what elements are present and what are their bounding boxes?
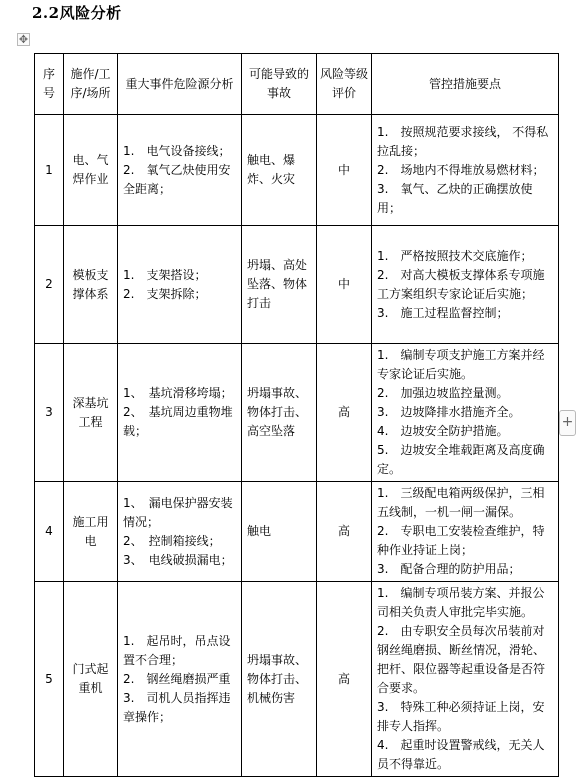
risk-analysis-table [34, 53, 559, 777]
header-no: 序号 [35, 54, 64, 115]
measure-item: 4. 起重时设置警戒线，无关人员不得靠近。 [377, 738, 545, 771]
hazard-item: 1. 支架搭设； [123, 267, 207, 282]
row-risk-level: 中 [317, 226, 372, 344]
row-accident: 坍塌事故、物体打击、机械伤害 [242, 582, 317, 777]
row-no: 4 [35, 482, 64, 582]
add-column-handle-icon[interactable]: + [559, 410, 576, 436]
measure-item: 5. 边坡安全堆载距离及高度确定。 [377, 443, 545, 476]
measure-item: 2. 场地内不得堆放易燃材料； [377, 162, 545, 177]
hazard-item: 2. 钢丝绳磨损严重 [123, 671, 231, 686]
row-measures [372, 344, 559, 482]
row-measures [372, 582, 559, 777]
table-row [35, 115, 559, 226]
header-risk-level: 风险等级评价 [317, 54, 372, 115]
header-place: 施作/工序/场所 [64, 54, 118, 115]
row-no: 2 [35, 226, 64, 344]
measure-item: 2. 对高大模板支撑体系专项施工方案组织专家论证后实施； [377, 267, 545, 301]
row-place: 模板支撑体系 [64, 226, 118, 344]
row-measures [372, 115, 559, 226]
header-measures: 管控措施要点 [372, 54, 559, 115]
header-accident: 可能导致的事故 [242, 54, 317, 115]
row-risk-level: 中 [317, 115, 372, 226]
row-place: 电、气焊作业 [64, 115, 118, 226]
row-no: 5 [35, 582, 64, 777]
hazard-item: 1. 电气设备接线； [123, 143, 231, 158]
measure-item: 3. 特殊工种必须持证上岗，安排专人指挥。 [377, 700, 545, 733]
hazard-item: 1、 漏电保护器安装情况； [123, 495, 233, 529]
table-move-handle-icon[interactable]: ✥ [18, 33, 29, 46]
row-measures [372, 482, 559, 582]
hazard-item: 2. 氧气乙炔使用安全距离； [123, 162, 231, 196]
row-no: 3 [35, 344, 64, 482]
row-no: 1 [35, 115, 64, 226]
row-hazards [118, 582, 242, 777]
row-hazards [118, 482, 242, 582]
row-place: 深基坑工程 [64, 344, 118, 482]
header-hazards: 重大事件危险源分析 [118, 54, 242, 115]
measure-item: 2. 由专职安全员每次吊装前对钢丝绳磨损、断丝情况，滑轮、把杆、限位器等起重设备是否符合要求。 [377, 624, 546, 695]
row-risk-level: 高 [317, 344, 372, 482]
hazard-item: 2、 控制箱接线； [123, 533, 221, 548]
row-hazards [118, 115, 242, 226]
measure-item: 1. 编制专项支护施工方案并经专家论证后实施。 [377, 348, 545, 381]
row-risk-level: 高 [317, 482, 372, 582]
table-row [35, 226, 559, 344]
table-row [35, 344, 559, 482]
measure-item: 2. 加强边坡监控量测。 [377, 386, 509, 400]
hazard-item: 1、 基坑滑移垮塌； [123, 386, 233, 400]
measure-item: 1. 编制专项吊装方案、并报公司相关负责人审批完毕实施。 [377, 586, 545, 619]
row-accident: 坍塌事故、物体打击、高空坠落 [242, 344, 317, 482]
row-hazards [118, 344, 242, 482]
measure-item: 3. 配备合理的防护用品； [377, 562, 521, 576]
row-risk-level: 高 [317, 582, 372, 777]
hazard-item: 1. 起吊时，吊点设置不合理； [123, 633, 231, 667]
measure-item: 2. 专职电工安装检查维护，特种作业持证上岗； [377, 524, 545, 557]
row-measures [372, 226, 559, 344]
row-place: 门式起重机 [64, 582, 118, 777]
section-heading: 2.2风险分析 [32, 4, 122, 22]
row-accident: 坍塌、高处坠落、物体打击 [242, 226, 317, 344]
measure-item: 1. 三级配电箱两级保护，三相五线制，一机一闸一漏保。 [377, 486, 545, 519]
measure-item: 1. 按照规范要求接线， 不得私拉乱接； [377, 124, 549, 158]
hazard-item: 3. 司机人员指挥违章操作； [123, 690, 231, 724]
table-header-row [35, 54, 559, 115]
row-place: 施工用电 [64, 482, 118, 582]
row-accident: 触电、爆炸、火灾 [242, 115, 317, 226]
hazard-item: 2. 支架拆除； [123, 286, 207, 301]
table-row [35, 582, 559, 777]
row-hazards [118, 226, 242, 344]
measure-item: 1. 严格按照技术交底施作； [377, 248, 533, 263]
hazard-item: 2、 基坑周边重物堆载； [123, 405, 233, 438]
measure-item: 3. 施工过程监督控制； [377, 305, 509, 320]
hazard-item: 3、 电线破损漏电； [123, 552, 233, 567]
measure-item: 4. 边坡安全防护措施。 [377, 424, 509, 438]
measure-item: 3. 边坡降排水措施齐全。 [377, 405, 521, 419]
row-accident: 触电 [242, 482, 317, 582]
table-row [35, 482, 559, 582]
measure-item: 3. 氧气、乙炔的正确摆放使用； [377, 181, 533, 215]
